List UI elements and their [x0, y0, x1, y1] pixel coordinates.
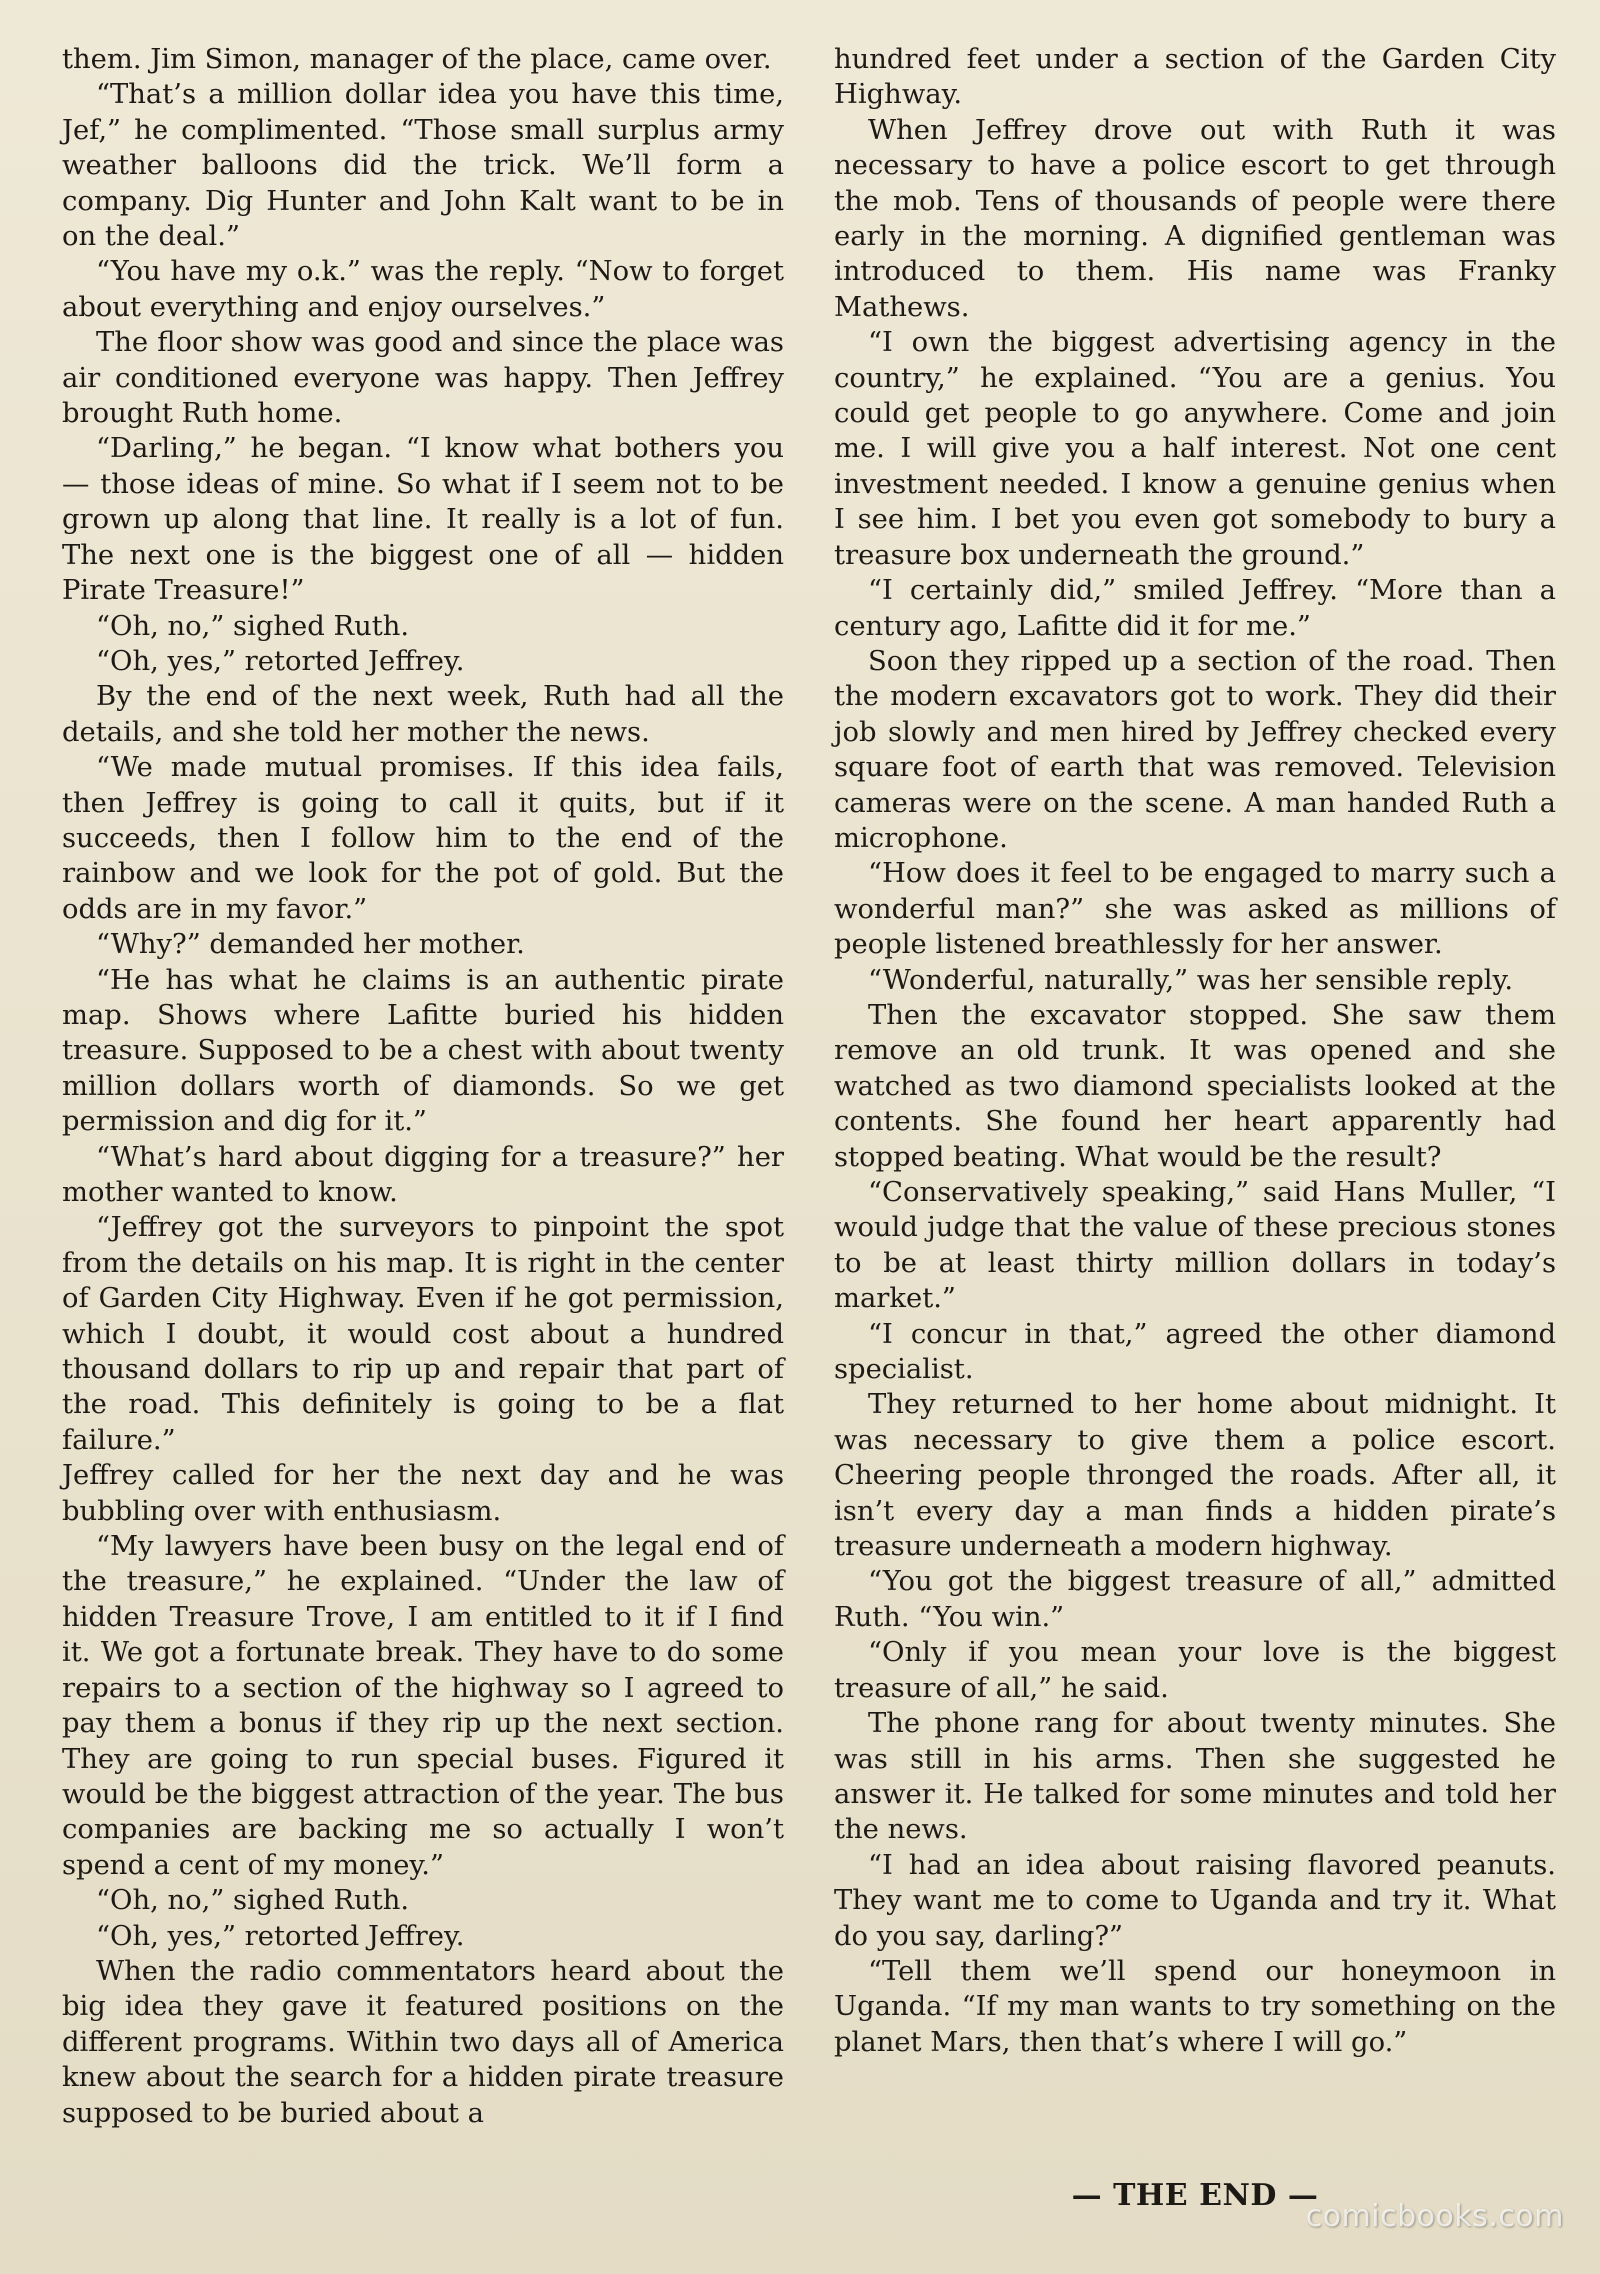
paragraph: Jeffrey called for her the next day and he was bubbling over with enthusiasm. [62, 1460, 784, 1527]
paragraph: “My lawyers have been busy on the legal end of the treasure,” he explained. “Under the law of hidden Treasure Trove, I am entitled to it if I find it. We got a fortunate break. They have to do some repairs to a section of the highway so I agreed to pay them a bonus if they rip up the next section. They are going to run special buses. Figured it would be the biggest attraction of the year. The bus companies are backing me so actually I won’t spend a cent of my money.” [62, 1531, 784, 1881]
paragraph: When Jeffrey drove out with Ruth it was necessary to have a police escort to get through the mob. Tens of thousands of people were there early in the morning. A dignified gentleman was introduced to them. His name was Franky Mathews. [834, 114, 1556, 323]
paragraph: “Oh, no,” sighed Ruth. [96, 610, 410, 642]
paragraph: The phone rang for about twenty minutes. She was still in his arms. Then she suggested he answer it. He talked for some minutes and told her the news. [834, 1708, 1556, 1846]
paragraph: “Oh, yes,” retorted Jeffrey. [96, 645, 465, 677]
paragraph: Soon they ripped up a section of the road. Then the modern excavators got to work. They did their job slowly and men hired by Jeffrey checked every square foot of earth that was removed. Television cameras were on the scene. A man handed Ruth a microphone. [834, 645, 1556, 854]
paragraph: “How does it feel to be engaged to marry such a wonderful man?” she was asked as millions of people listened breathlessly for her answer. [834, 858, 1556, 961]
paragraph: “We made mutual promises. If this idea fails, then Jeffrey is going to call it quits, but if it succeeds, then I follow him to the end of the rainbow and we look for the pot of gold. But the odds are in my favor.” [62, 752, 784, 925]
left-text-column [62, 42, 784, 2131]
paragraph: “I certainly did,” smiled Jeffrey. “More than a century ago, Lafitte did it for me.” [834, 575, 1556, 642]
paragraph: “Oh, yes,” retorted Jeffrey. [96, 1920, 465, 1952]
paragraph: “You have my o.k.” was the reply. “Now to forget about everything and enjoy ourselves.” [62, 256, 784, 323]
paragraph: “I concur in that,” agreed the other diamond specialist. [834, 1318, 1556, 1386]
site-watermark: comicbooks.com [1305, 2199, 1564, 2234]
paragraph: The floor show was good and since the place was air conditioned everyone was happy. Then Jeffrey brought Ruth home. [62, 327, 784, 430]
paragraph: “He has what he claims is an authentic pirate map. Shows where Lafitte buried his hidden treasure. Supposed to be a chest with about twenty million dollars worth of diamonds. So we get permission and dig for it.” [62, 964, 784, 1138]
paragraph: “Oh, no,” sighed Ruth. [96, 1885, 410, 1917]
paragraph: “What’s hard about digging for a treasure?” her mother wanted to know. [62, 1141, 784, 1208]
paragraph: “I own the biggest advertising agency in the country,” he explained. “You are a genius. You could get people to go anywhere. Come and join me. I will give you a half interest. Not one cent investment needed. I know a genuine genius when I see him. I bet you even got somebody to bury a treasure box underneath the ground.” [834, 327, 1556, 571]
paragraph: “I had an idea about raising flavored peanuts. They want me to come to Uganda and try it. What do you say, darling?” [834, 1849, 1556, 1952]
paragraph: them. Jim Simon, manager of the place, came over. [62, 44, 772, 75]
paragraph: “That’s a million dollar idea you have this time, Jef,” he complimented. “Those small surplus army weather balloons did the trick. We’ll form a company. Dig Hunter and John Kalt want to be in on the deal.” [62, 79, 784, 253]
paragraph: By the end of the next week, Ruth had all the details, and she told her mother the news. [62, 681, 784, 748]
paragraph: “Why?” demanded her mother. [96, 929, 525, 961]
paragraph: “Only if you mean your love is the biggest treasure of all,” he said. [834, 1637, 1556, 1704]
paragraph: hundred feet under a section of the Garden City Highway. [834, 44, 1556, 111]
paragraph: “You got the biggest treasure of all,” admitted Ruth. “You win.” [834, 1566, 1556, 1633]
paragraph: “Tell them we’ll spend our honeymoon in Uganda. “If my man wants to try something on the planet Mars, then that’s where I will go.” [834, 1955, 1556, 2058]
the-end-mark: — THE END — [1071, 2178, 1319, 2213]
paragraph: When the radio commentators heard about the big idea they gave it featured positions on the different programs. Within two days all of America knew about the search for a hidden pirate treasure supposed to be buried about a [62, 1955, 784, 2129]
paragraph: “Darling,” he began. “I know what bothers you — those ideas of mine. So what if I seem not to be grown up along that line. It really is a lot of fun. The next one is the biggest one of all — hidden Pirate Treasure!” [62, 433, 784, 607]
paragraph: “Conservatively speaking,” said Hans Muller, “I would judge that the value of these precious stones to be at least thirty million dollars in today’s market.” [834, 1177, 1556, 1315]
paragraph: “Jeffrey got the surveyors to pinpoint the spot from the details on his map. It is right in the center of Garden City Highway. Even if he got permission, which I doubt, it would cost about a hundred thousand dollars to rip up and repair that part of the road. This definitely is going to be a flat failure.” [62, 1212, 784, 1456]
right-text-column [834, 42, 1556, 2060]
paragraph: Then the excavator stopped. She saw them remove an old trunk. It was opened and she watched as two diamond specialists looked at the contents. She found her heart apparently had stopped beating. What would be the result? [834, 999, 1556, 1173]
paragraph: “Wonderful, naturally,” was her sensible reply. [868, 964, 1514, 996]
paragraph: They returned to her home about midnight. It was necessary to give them a police escort. Cheering people thronged the roads. After all, it isn’t every day a man finds a hidden pirate’s treasure underneath a modern highway. [834, 1389, 1556, 1563]
